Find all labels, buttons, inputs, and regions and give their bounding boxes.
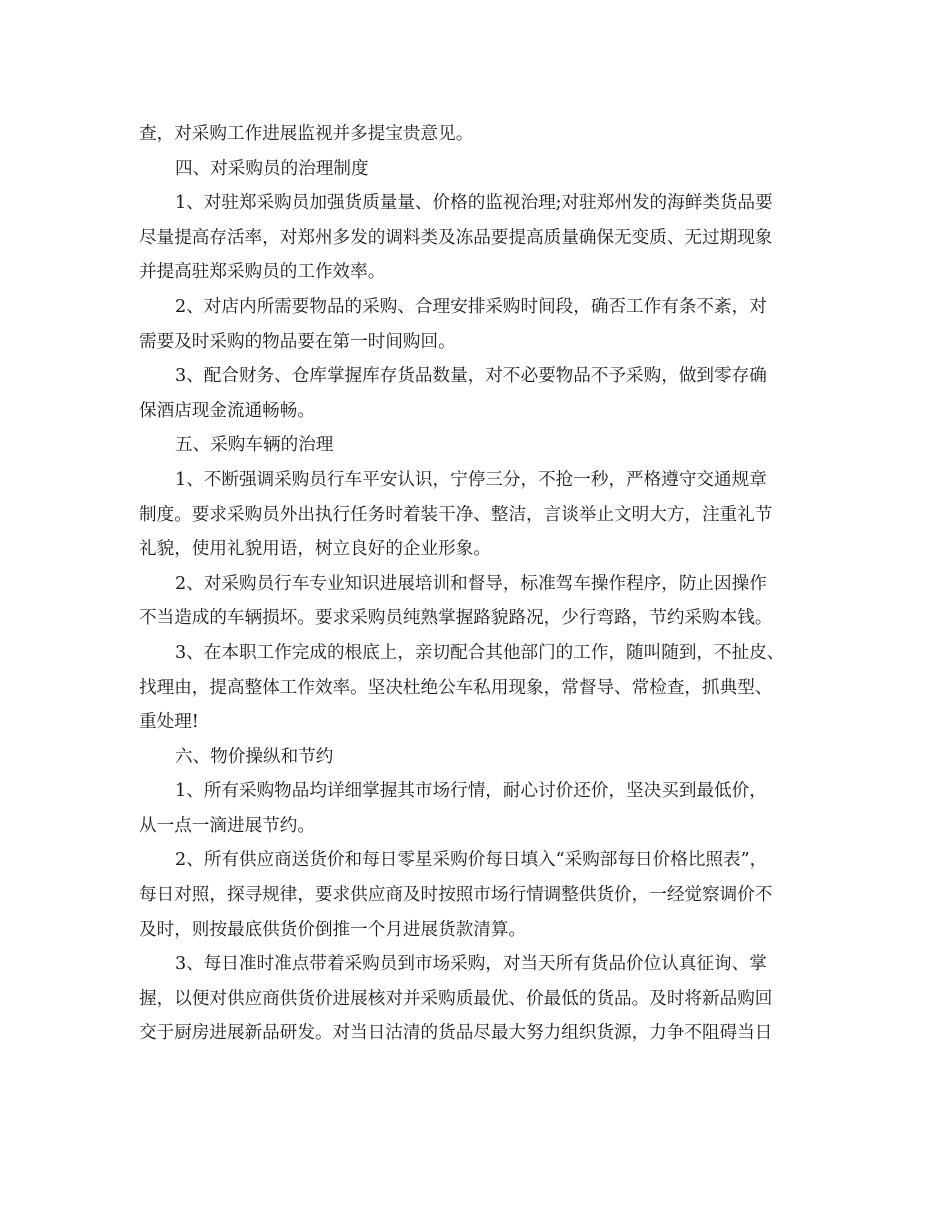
text-line: 2、所有供应商送货价和每日零星采购价每日填入“采购部每日价格比照表”， (175, 850, 768, 871)
text-line: 1、不断强调采购员行车平安认识，宁停三分，不抢一秒，严格遵守交通规章 (175, 469, 767, 490)
text-line: 尽量提高存活率，对郑州多发的调料类及冻品要提高质量确保无变质、无过期现象 (139, 227, 773, 248)
text-line: 制度。要求采购员外出执行任务时着装干净、整洁，言谈举止文明大方，注重礼节 (139, 504, 773, 525)
text-line: 每日对照，探寻规律，要求供应商及时按照市场行情调整供货价，一经觉察调价不 (139, 885, 773, 906)
text-line: 找理由，提高整体工作效率。坚决杜绝公车私用现象，常督导、常检查，抓典型、 (139, 677, 773, 698)
text-line: 交于厨房进展新品研发。对当日沽清的货品尽最大努力组织货源，力争不阻碍当日 (139, 1023, 773, 1044)
text-line: 五、采购车辆的治理 (175, 435, 334, 456)
text-line: 礼貌，使用礼貌用语，树立良好的企业形象。 (139, 539, 491, 560)
text-line: 不当造成的车辆损坏。要求采购员纯熟掌握路貌路况，少行弯路，节约采购本钱。 (139, 608, 773, 629)
text-line: 从一点一滴进展节约。 (139, 815, 315, 836)
text-line: 查，对采购工作进展监视并多提宝贵意见。 (139, 124, 474, 144)
text-line: 及时，则按最底供货价倒推一个月进展货款清算。 (139, 919, 527, 940)
text-line: 1、对驻郑采购员加强货质量量、价格的监视治理;对驻郑州发的海鲜类货品要 (175, 193, 773, 214)
text-line: 3、配合财务、仓库掌握库存货品数量，对不必要物品不予采购，做到零存确 (175, 366, 767, 387)
text-line: 2、对采购员行车专业知识进展培训和督导，标准驾车操作程序，防止因操作 (175, 573, 767, 594)
text-line: 四、对采购员的治理制度 (175, 158, 369, 179)
text-line: 需要及时采购的物品要在第一时间购回。 (139, 331, 456, 352)
text-line: 六、物价操纵和节约 (175, 746, 334, 767)
text-line: 保酒店现金流通畅畅。 (139, 400, 315, 421)
text-line: 重处理! (139, 712, 199, 733)
text-line: 3、每日准时准点带着采购员到市场采购，对当天所有货品价位认真征询、掌 (175, 954, 767, 975)
text-line: 3、在本职工作完成的根底上，亲切配合其他部门的工作，随叫随到，不扯皮、 (175, 642, 785, 663)
text-line: 并提高驻郑采购员的工作效率。 (139, 262, 386, 283)
text-line: 握，以便对供应商供货价进展核对并采购质最优、价最低的货品。及时将新品购回 (139, 988, 773, 1009)
text-line: 1、所有采购物品均详细掌握其市场行情，耐心讨价还价，坚决买到最低价， (175, 781, 767, 802)
document-page (139, 117, 819, 1051)
text-line: 2、对店内所需要物品的采购、合理安排采购时间段，确否工作有条不紊，对 (175, 296, 767, 317)
